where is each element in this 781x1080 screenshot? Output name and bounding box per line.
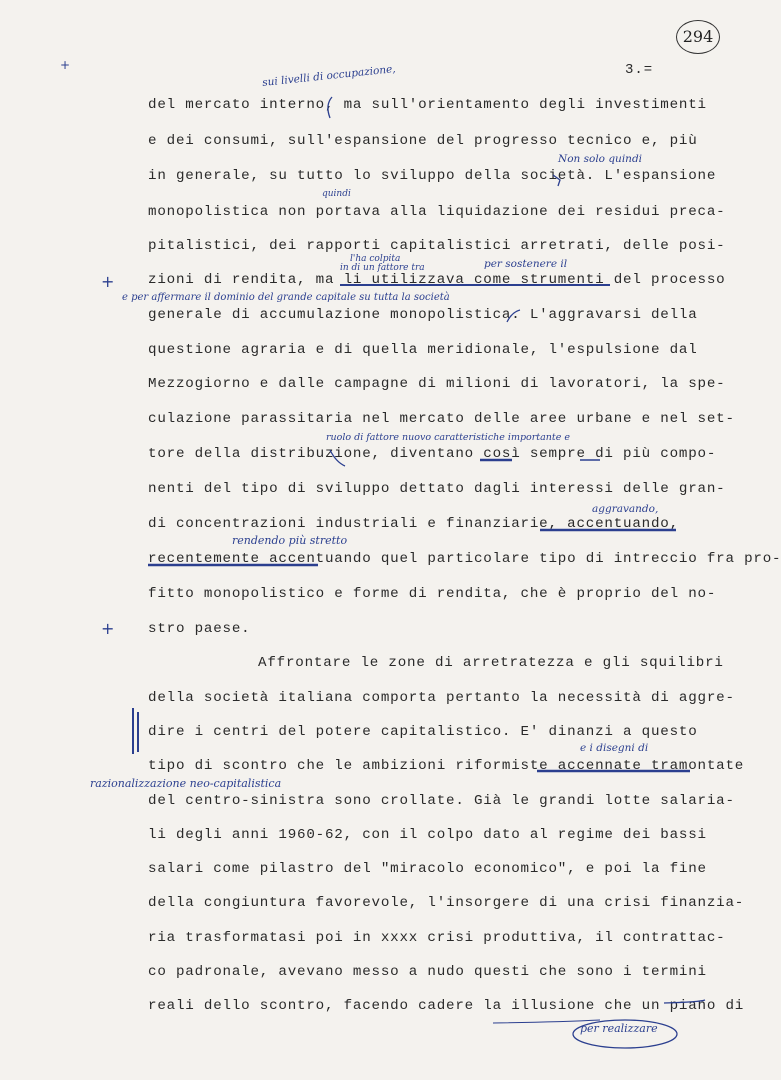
handwritten-annotation: razionalizzazione neo-capitalistica xyxy=(90,777,282,790)
archive-number: 294 xyxy=(676,20,720,54)
text-line: recentemente accentuando quel particolare tipo di intreccio fra pro- xyxy=(148,551,781,567)
margin-plus-mark: + xyxy=(101,619,115,638)
text-line: ria trasformatasi poi in xxxx crisi produttiva, il contrattac- xyxy=(148,930,726,946)
margin-bar-mark xyxy=(132,708,134,754)
text-line: fitto monopolistico e forme di rendita, che è proprio del no- xyxy=(148,586,717,602)
handwritten-annotation: e per affermare il dominio del grande capitale su tutta la società xyxy=(122,292,450,303)
handwritten-annotation: per realizzare xyxy=(580,1022,658,1035)
text-line: salari come pilastro del "miracolo economico", e poi la fine xyxy=(148,861,707,877)
text-line: di concentrazioni industriali e finanziarie, accentuando, xyxy=(148,516,679,532)
text-line: tipo di scontro che le ambizioni riformiste accennate tramontate xyxy=(148,758,745,774)
handwritten-annotation: Non solo quindi xyxy=(558,153,643,165)
text-line: dire i centri del potere capitalistico. E' dinanzi a questo xyxy=(148,724,698,740)
margin-plus-mark: + xyxy=(101,272,115,291)
text-line: reali dello scontro, facendo cadere la illusione che un piano di xyxy=(148,998,745,1014)
text-line: Mezzogiorno e dalle campagne di milioni di lavoratori, la spe- xyxy=(148,376,726,392)
text-line: co padronale, avevano messo a nudo questi che sono i termini xyxy=(148,964,707,980)
text-line: zioni di rendita, ma li utilizzava come strumenti del processo xyxy=(148,272,726,288)
handwritten-annotation: sui livelli di occupazione, xyxy=(261,63,397,89)
text-line: della società italiana comporta pertanto la necessità di aggre- xyxy=(148,690,735,706)
handwritten-annotation: e i disegni di xyxy=(580,742,649,754)
text-line: e dei consumi, sull'espansione del progresso tecnico e, più xyxy=(148,133,698,149)
margin-plus-mark: + xyxy=(60,58,71,72)
margin-bar-mark xyxy=(137,712,139,752)
handwritten-annotation: rendendo più stretto xyxy=(232,534,348,547)
text-line: del mercato interno, ma sull'orientamento degli investimenti xyxy=(148,97,707,113)
text-line: stro paese. xyxy=(148,621,251,637)
handwritten-annotation: ruolo di fattore nuovo caratteristiche importante e xyxy=(326,432,570,443)
text-line: Affrontare le zone di arretratezza e gli squilibri xyxy=(258,655,724,671)
text-line: culazione parassitaria nel mercato delle aree urbane e nel set- xyxy=(148,411,735,427)
handwritten-annotation: per sostenere il xyxy=(484,258,568,270)
text-line: della congiuntura favorevole, l'insorgere di una crisi finanzia- xyxy=(148,895,745,911)
text-line: in generale, su tutto lo sviluppo della società. L'espansione xyxy=(148,168,717,184)
text-line: del centro-sinistra sono crollate. Già le grandi lotte salaria- xyxy=(148,793,735,809)
text-line: questione agraria e di quella meridionale, l'espulsione dal xyxy=(148,342,698,358)
text-line: li degli anni 1960-62, con il colpo dato al regime dei bassi xyxy=(148,827,707,843)
handwritten-annotation: aggravando, xyxy=(592,503,659,515)
text-line: nenti del tipo di sviluppo dettato dagli interessi delle gran- xyxy=(148,481,726,497)
text-line: monopolistica non portava alla liquidazione dei residui preca- xyxy=(148,204,726,220)
handwritten-annotation: l'ha colpita xyxy=(350,254,401,264)
handwritten-annotation: quindi xyxy=(322,189,351,199)
text-line: pitalistici, dei rapporti capitalistici arretrati, delle posi- xyxy=(148,238,726,254)
text-line: generale di accumulazione monopolistica. L'aggravarsi della xyxy=(148,307,698,323)
text-line: tore della distribuzione, diventano così sempre di più compo- xyxy=(148,446,717,462)
handwritten-annotation: in di un fattore tra xyxy=(340,263,425,273)
page-number: 3.= xyxy=(625,62,654,78)
